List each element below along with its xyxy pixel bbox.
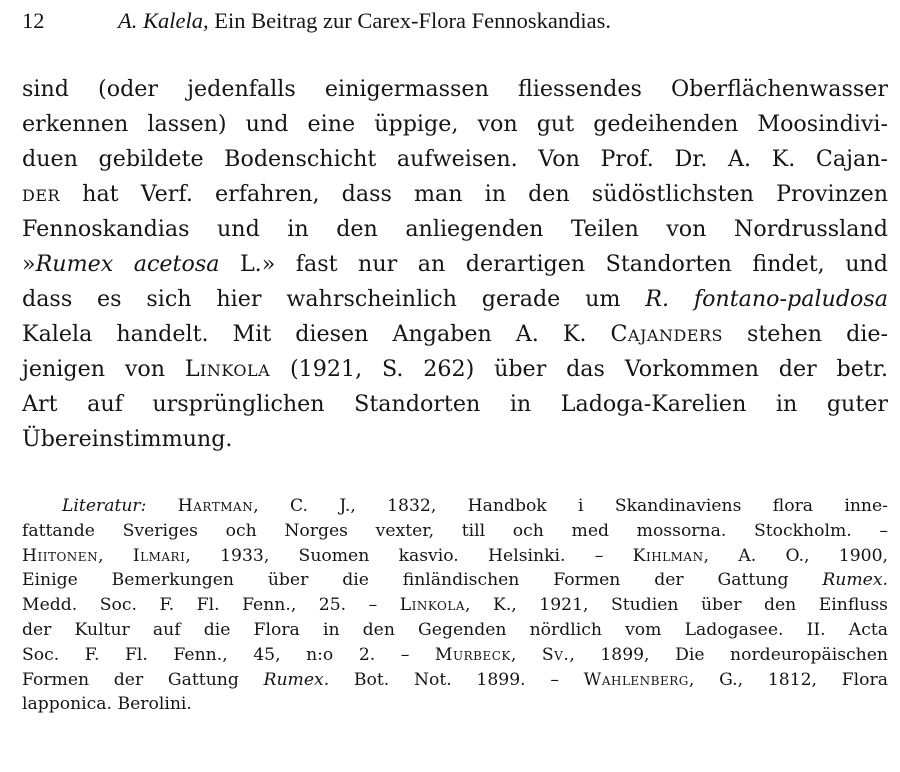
species-name: R. fontano-paludosa xyxy=(645,286,889,312)
ref-text: Einige Bemerkungen über die finländischen Formen der Gattung xyxy=(22,570,823,591)
author-name-smallcaps: Linkola xyxy=(184,356,271,382)
reference-line: lapponica. Berolini. xyxy=(22,694,192,715)
ref-author-given: Ilmari xyxy=(132,545,186,566)
author-initial: A. xyxy=(118,8,143,33)
ref-text: , G., 1812, Flora xyxy=(688,669,888,690)
page-number: 12 xyxy=(22,8,45,33)
ref-text: Medd. Soc. F. Fl. Fenn., 25. – xyxy=(22,595,400,616)
literature-label: Literatur: xyxy=(62,496,147,516)
ref-author: Wahlenberg xyxy=(583,669,689,690)
ref-text: Bot. Not. 1899. – xyxy=(329,669,584,690)
genus-name: Rumex. xyxy=(263,669,330,690)
body-line xyxy=(22,247,888,282)
reference-line xyxy=(22,643,888,668)
body-text-span: stehen die- xyxy=(722,321,888,347)
reference-line: der Kultur auf die Flora in den Gegenden nördlich vom Ladogasee. II. Acta xyxy=(22,619,888,640)
literature-references xyxy=(22,494,888,717)
body-text-span: L.» fast nur an derartigen Standorten findet, und xyxy=(219,251,888,277)
body-line xyxy=(22,317,888,352)
reference-line xyxy=(22,668,888,693)
running-title-text: Ein Beitrag zur Carex-Flora Fennoskandias. xyxy=(208,8,612,33)
ref-author: Hartman xyxy=(177,496,254,516)
ref-text xyxy=(146,496,177,516)
body-line: Art auf ursprünglichen Standorten in Ladoga-Karelien in guter xyxy=(22,391,888,417)
ref-text: Formen der Gattung xyxy=(22,669,264,690)
ref-text: , 1899, Die nordeuropäischen xyxy=(569,644,888,665)
body-text-span: hat Verf. erfahren, dass man in den südöstlichsten Provinzen xyxy=(60,181,888,207)
body-line xyxy=(22,177,888,212)
reference-line xyxy=(22,494,888,519)
body-line: Fennoskandias und in den anliegenden Teilen von Nordrussland xyxy=(22,216,888,242)
body-text-span: (1921, S. 262) über das Vorkommen der betr. xyxy=(270,356,888,382)
body-text-span: dass es sich hier wahrscheinlich gerade um xyxy=(22,286,646,312)
body-line xyxy=(22,352,888,387)
ref-author-given: Sv. xyxy=(541,644,570,665)
body-line: duen gebildete Bodenschicht aufweisen. Von Prof. Dr. A. K. Cajan- xyxy=(22,146,888,172)
species-name: Rumex acetosa xyxy=(35,251,220,277)
ref-text: , K., 1921, Studien über den Einfluss xyxy=(465,595,888,616)
author-name-smallcaps: Cajanders xyxy=(610,321,723,347)
ref-text: Soc. F. Fl. Fenn., 45, n:o 2. – xyxy=(22,644,435,665)
body-line: sind (oder jedenfalls einigermassen fliessendes Oberflächenwasser xyxy=(22,76,888,102)
body-line xyxy=(22,282,888,317)
ref-text: , A. O., 1900, xyxy=(703,545,888,566)
author-name: Kalela, xyxy=(143,8,209,33)
ref-author: Hiitonen xyxy=(22,545,99,566)
body-paragraph xyxy=(22,72,888,457)
running-title xyxy=(118,8,611,34)
ref-text: , xyxy=(510,644,542,665)
ref-text: , C. J., 1832, Handbok i Skandinaviens flora inne- xyxy=(253,496,888,516)
reference-line: fattande Sveriges och Norges vexter, till och med mossorna. Stockholm. – xyxy=(22,520,888,541)
body-line: erkennen lassen) und eine üppige, von gut gedeihenden Moosindivi- xyxy=(22,111,888,137)
ref-text: , 1933, Suomen kasvio. Helsinki. – xyxy=(185,545,633,566)
body-text-span: Kalela handelt. Mit diesen Angaben A. K. xyxy=(22,321,611,347)
quote-mark: » xyxy=(22,251,36,277)
reference-line xyxy=(22,593,888,618)
ref-author: Murbeck xyxy=(434,644,511,665)
ref-text: , xyxy=(98,545,133,566)
reference-line xyxy=(22,568,888,593)
author-name-smallcaps: der xyxy=(22,181,61,207)
reference-line xyxy=(22,544,888,569)
body-text-span: jenigen von xyxy=(22,356,185,382)
running-header xyxy=(22,8,888,38)
genus-name: Rumex. xyxy=(822,570,888,591)
ref-author: Kihlman xyxy=(632,545,704,566)
ref-author: Linkola xyxy=(399,595,466,616)
body-line: Übereinstimmung. xyxy=(22,426,233,452)
